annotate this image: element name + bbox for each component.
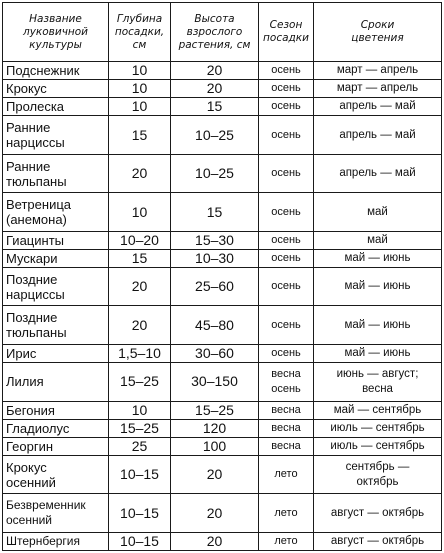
cell-bloom: сентябрь — октябрь (314, 455, 442, 493)
header-row (3, 3, 442, 62)
cell-season: осень (259, 116, 314, 154)
cell-bloom: май (314, 193, 442, 231)
cell-height: 30–150 (171, 363, 259, 401)
cell-season: осень (259, 231, 314, 249)
cell-height: 15–25 (171, 401, 259, 419)
cell-height: 10–25 (171, 116, 259, 154)
cell-name: Безвременник осенний (3, 494, 109, 532)
cell-name: Поздние нарциссы (3, 268, 109, 306)
cell-bloom: июнь — август; весна (314, 363, 442, 401)
table-row (3, 532, 442, 550)
table-row (3, 62, 442, 80)
cell-depth: 1,5–10 (109, 344, 171, 362)
table-row (3, 419, 442, 437)
table-row (3, 80, 442, 98)
cell-name: Крокус осенний (3, 455, 109, 493)
cell-depth: 10 (109, 193, 171, 231)
header-depth: Глубина посадки, см (109, 3, 171, 62)
cell-name: Гиацинты (3, 231, 109, 249)
cell-name: Ветреница (анемона) (3, 193, 109, 231)
cell-name: Гладиолус (3, 419, 109, 437)
bulb-planting-table (2, 2, 442, 551)
cell-bloom: апрель — май (314, 154, 442, 192)
cell-bloom: апрель — май (314, 116, 442, 154)
cell-season: весна (259, 437, 314, 455)
table-row (3, 116, 442, 154)
cell-name: Лилия (3, 363, 109, 401)
cell-height: 100 (171, 437, 259, 455)
cell-name: Поздние тюльпаны (3, 306, 109, 344)
cell-season: осень (259, 193, 314, 231)
cell-name: Георгин (3, 437, 109, 455)
cell-depth: 10 (109, 62, 171, 80)
cell-bloom: апрель — май (314, 98, 442, 116)
cell-season: лето (259, 455, 314, 493)
cell-name: Ранние тюльпаны (3, 154, 109, 192)
cell-bloom: май — сентябрь (314, 401, 442, 419)
cell-bloom: июль — сентябрь (314, 419, 442, 437)
table-row (3, 455, 442, 493)
cell-height: 15 (171, 193, 259, 231)
cell-name: Бегония (3, 401, 109, 419)
cell-bloom: май — июнь (314, 344, 442, 362)
cell-name: Крокус (3, 80, 109, 98)
cell-season: весна (259, 419, 314, 437)
cell-depth: 10–15 (109, 532, 171, 550)
table-row (3, 231, 442, 249)
cell-height: 10–30 (171, 249, 259, 267)
cell-name: Мускари (3, 249, 109, 267)
cell-season: осень (259, 344, 314, 362)
table-row (3, 154, 442, 192)
cell-season: лето (259, 532, 314, 550)
table-row (3, 363, 442, 401)
cell-season: осень (259, 62, 314, 80)
cell-height: 15 (171, 98, 259, 116)
cell-depth: 10–20 (109, 231, 171, 249)
cell-depth: 15 (109, 249, 171, 267)
cell-height: 10–25 (171, 154, 259, 192)
cell-season: лето (259, 494, 314, 532)
cell-bloom: март — апрель (314, 62, 442, 80)
cell-season: осень (259, 306, 314, 344)
cell-depth: 20 (109, 268, 171, 306)
cell-height: 20 (171, 532, 259, 550)
cell-bloom: май — июнь (314, 249, 442, 267)
table-row (3, 193, 442, 231)
table-row (3, 249, 442, 267)
header-bloom: Сроки цветения (314, 3, 442, 62)
table-row (3, 344, 442, 362)
cell-bloom: август — октябрь (314, 494, 442, 532)
cell-bloom: июль — сентябрь (314, 437, 442, 455)
cell-season: осень (259, 249, 314, 267)
cell-depth: 10 (109, 80, 171, 98)
cell-depth: 10–15 (109, 494, 171, 532)
cell-depth: 25 (109, 437, 171, 455)
cell-bloom: май (314, 231, 442, 249)
table-row (3, 437, 442, 455)
table-row (3, 494, 442, 532)
header-name: Название луковичной культуры (3, 3, 109, 62)
cell-season: осень (259, 98, 314, 116)
table-row (3, 268, 442, 306)
table-row (3, 306, 442, 344)
cell-bloom: март — апрель (314, 80, 442, 98)
cell-height: 120 (171, 419, 259, 437)
cell-depth: 15 (109, 116, 171, 154)
cell-bloom: май — июнь (314, 306, 442, 344)
cell-name: Штернбергия (3, 532, 109, 550)
cell-depth: 15–25 (109, 363, 171, 401)
cell-depth: 10 (109, 98, 171, 116)
cell-height: 45–80 (171, 306, 259, 344)
cell-bloom: май — июнь (314, 268, 442, 306)
cell-season: весна осень (259, 363, 314, 401)
cell-height: 30–60 (171, 344, 259, 362)
cell-depth: 20 (109, 306, 171, 344)
cell-season: весна (259, 401, 314, 419)
header-season: Сезон посадки (259, 3, 314, 62)
cell-height: 15–30 (171, 231, 259, 249)
cell-depth: 15–25 (109, 419, 171, 437)
cell-depth: 10 (109, 401, 171, 419)
cell-name: Ранние нарциссы (3, 116, 109, 154)
cell-season: осень (259, 80, 314, 98)
cell-depth: 20 (109, 154, 171, 192)
cell-bloom: август — октябрь (314, 532, 442, 550)
cell-height: 20 (171, 494, 259, 532)
table-row (3, 98, 442, 116)
cell-height: 25–60 (171, 268, 259, 306)
header-height: Высота взрослого растения, см (171, 3, 259, 62)
table-row (3, 401, 442, 419)
cell-height: 20 (171, 62, 259, 80)
cell-name: Пролеска (3, 98, 109, 116)
cell-height: 20 (171, 455, 259, 493)
cell-depth: 10–15 (109, 455, 171, 493)
cell-name: Подснежник (3, 62, 109, 80)
cell-name: Ирис (3, 344, 109, 362)
cell-height: 20 (171, 80, 259, 98)
cell-season: осень (259, 268, 314, 306)
cell-season: осень (259, 154, 314, 192)
